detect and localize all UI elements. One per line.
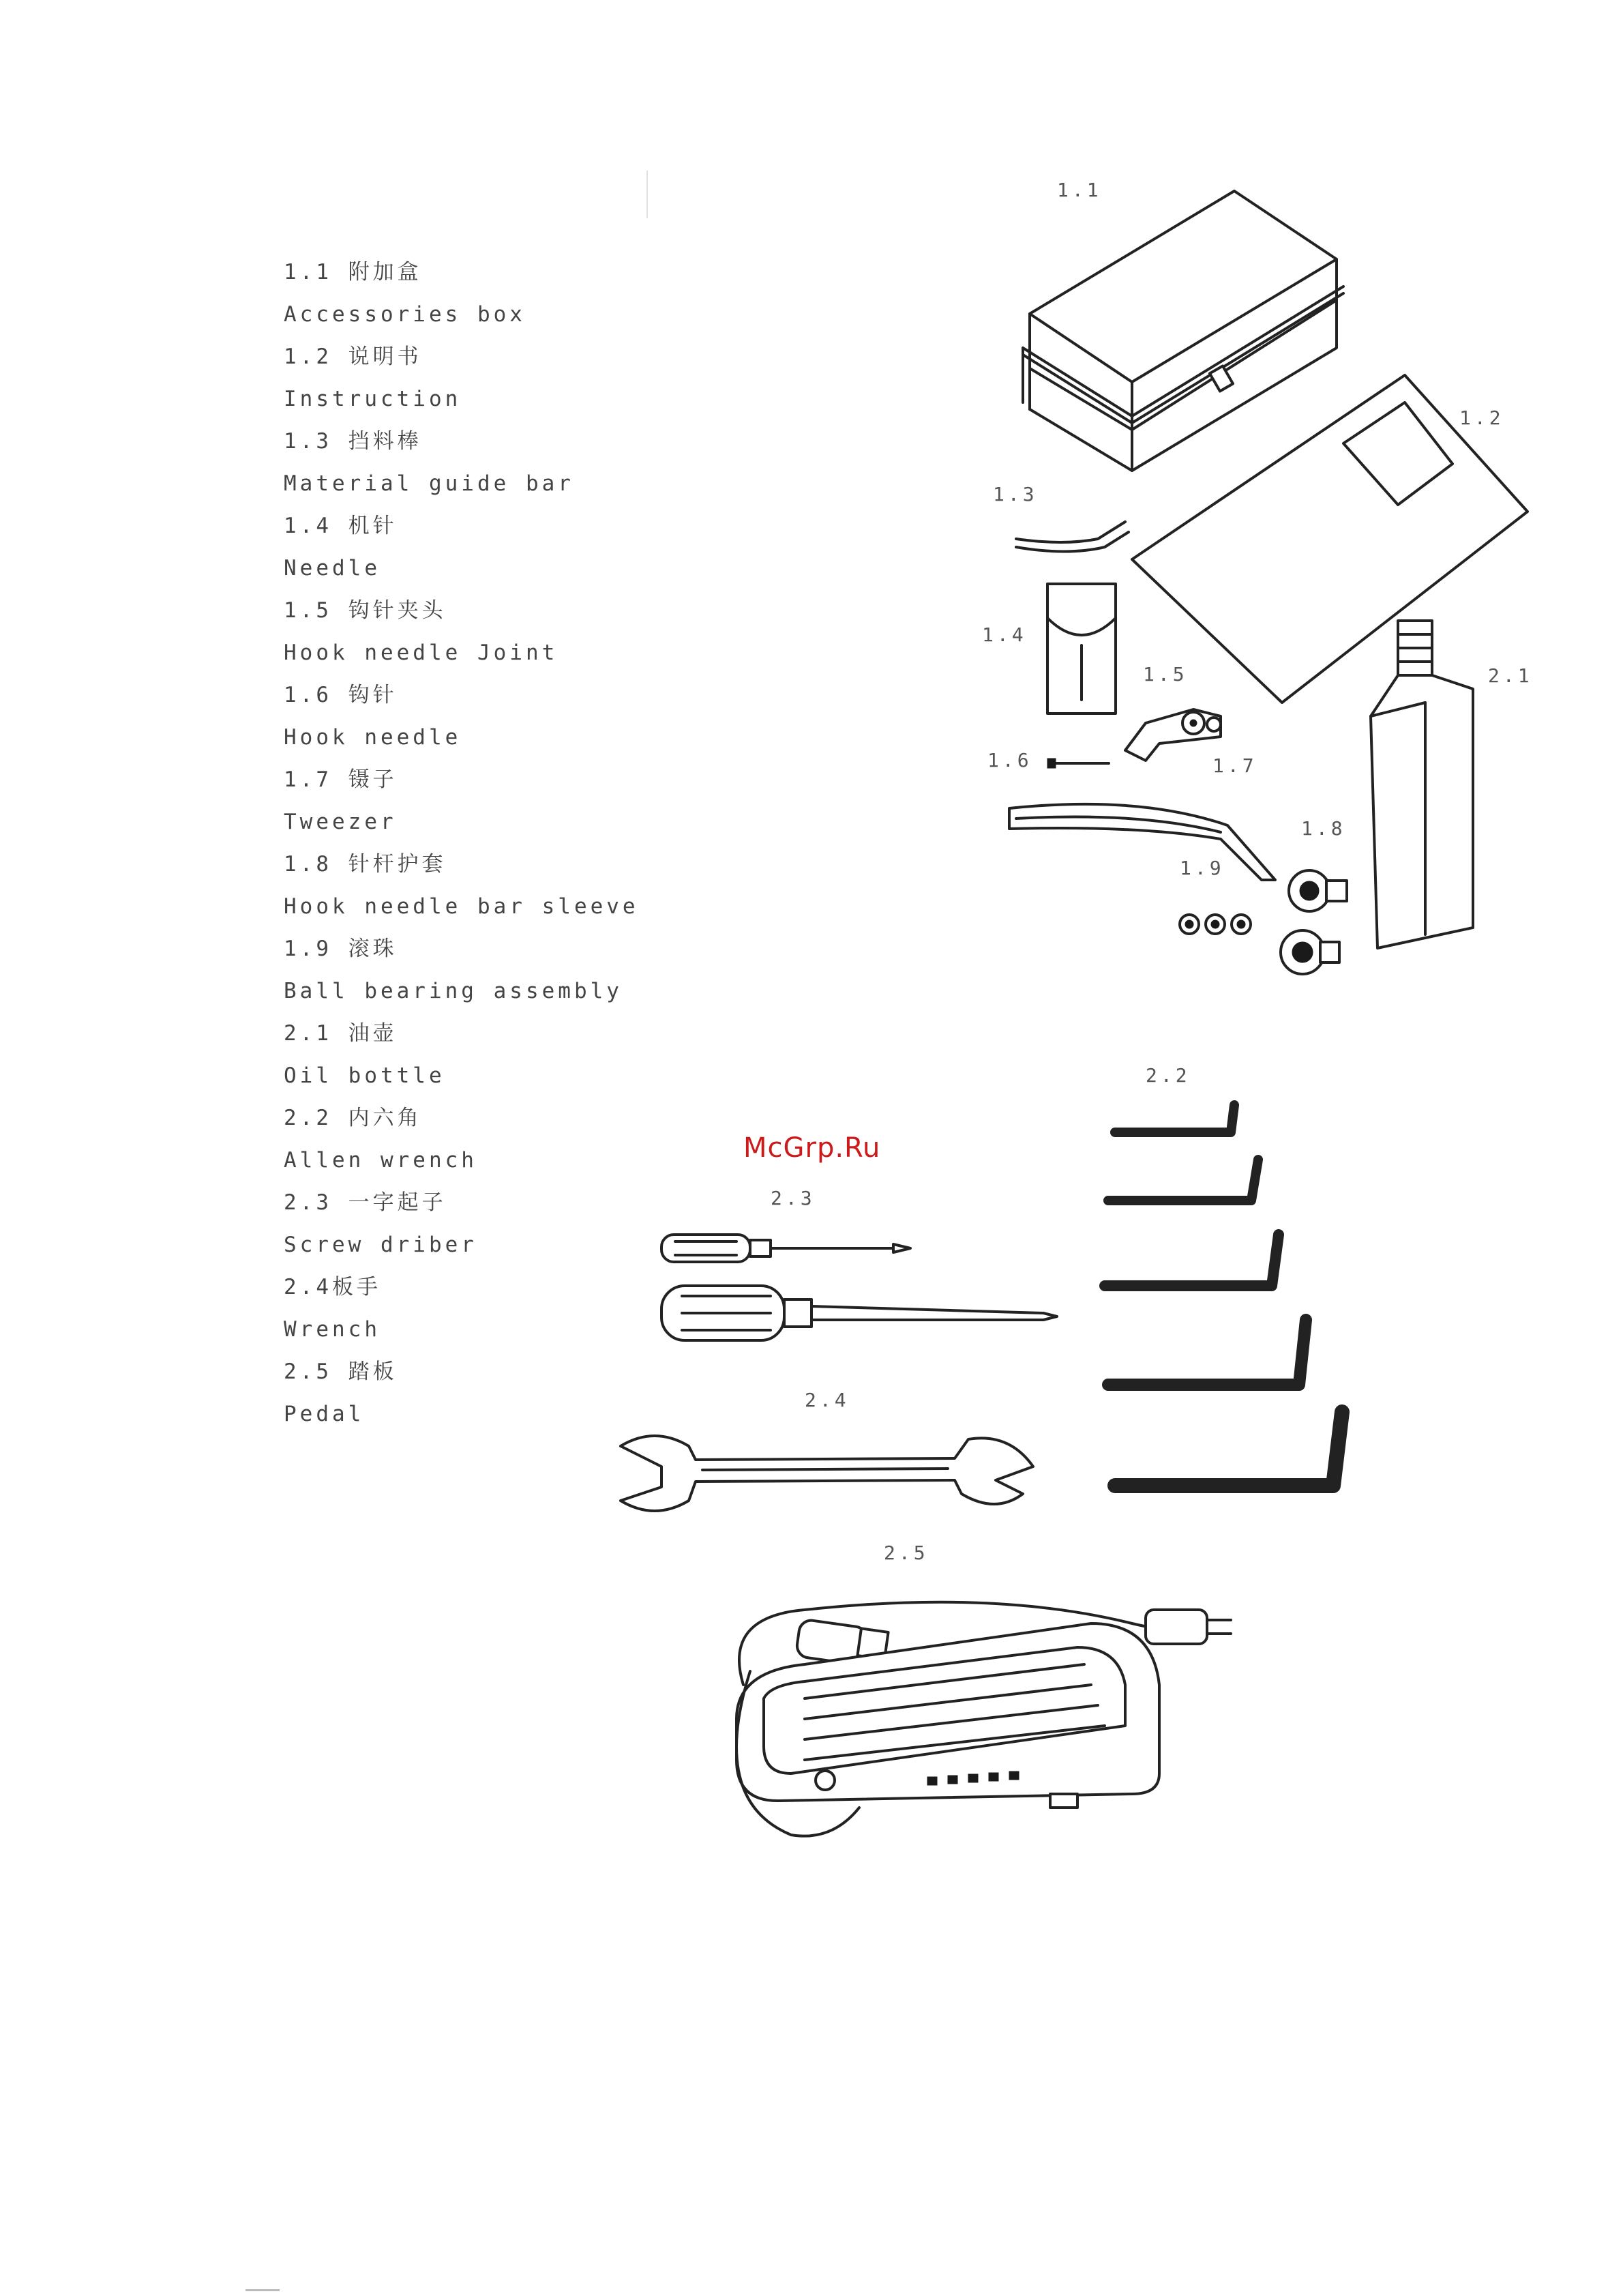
- pedal-illustration: [723, 1596, 1241, 1862]
- watermark: McGrp.Ru: [743, 1132, 881, 1164]
- label-box: 1.1: [1057, 179, 1102, 201]
- part-1-2-en: Instruction: [284, 387, 462, 411]
- part-2-5-en: Pedal: [284, 1402, 365, 1426]
- part-2-4-zh: 2.4板手: [284, 1275, 381, 1299]
- part-1-1-zh: 1.1 附加盒: [284, 260, 422, 284]
- part-1-5-en: Hook needle Joint: [284, 641, 559, 665]
- part-2-4-en: Wrench: [284, 1317, 381, 1342]
- wrench-illustration: [614, 1426, 1037, 1521]
- label-guide-bar: 1.3: [993, 483, 1038, 505]
- part-1-2-zh: 1.2 说明书: [284, 344, 422, 369]
- part-1-8-en: Hook needle bar sleeve: [284, 894, 639, 919]
- label-oil-bottle: 2.1: [1488, 664, 1533, 687]
- ball-bearings-illustration: [1177, 907, 1259, 941]
- part-1-7-zh: 1.7 镊子: [284, 767, 398, 792]
- part-1-7-en: Tweezer: [284, 810, 397, 834]
- label-tweezer: 1.7: [1212, 754, 1257, 777]
- part-2-1-en: Oil bottle: [284, 1063, 445, 1088]
- label-bearings: 1.9: [1180, 857, 1225, 879]
- part-1-8-zh: 1.8 针杆护套: [284, 852, 447, 877]
- tweezer-illustration: [1002, 791, 1289, 887]
- label-hook-needle: 1.6: [987, 749, 1032, 771]
- needle-bar-sleeve-illustration: [1268, 864, 1364, 986]
- label-screwdriver: 2.3: [771, 1187, 816, 1209]
- part-2-2-en: Allen wrench: [284, 1148, 477, 1173]
- needle-packet-illustration: [1041, 577, 1122, 720]
- bottom-mark: [245, 2289, 280, 2291]
- part-1-3-en: Material guide bar: [284, 471, 574, 496]
- part-2-2-zh: 2.2 内六角: [284, 1106, 422, 1130]
- hook-needle-illustration: [1047, 753, 1116, 774]
- label-joint: 1.5: [1143, 663, 1188, 686]
- label-needle: 1.4: [982, 623, 1027, 646]
- part-2-5-zh: 2.5 踏板: [284, 1359, 398, 1384]
- part-1-1-en: Accessories box: [284, 302, 526, 327]
- part-1-9-zh: 1.9 滚珠: [284, 937, 398, 961]
- guide-bar-illustration: [1009, 518, 1132, 566]
- divider-mark: [646, 171, 648, 218]
- part-1-3-zh: 1.3 挡料棒: [284, 429, 422, 454]
- label-wrench: 2.4: [805, 1389, 850, 1411]
- label-manual: 1.2: [1459, 407, 1504, 429]
- parts-list: [284, 251, 638, 1435]
- screwdrivers-illustration: [655, 1228, 1064, 1351]
- part-1-6-zh: 1.6 钩针: [284, 683, 398, 707]
- part-1-9-en: Ball bearing assembly: [284, 979, 623, 1003]
- part-1-4-en: Needle: [284, 556, 381, 580]
- part-2-1-zh: 2.1 油壶: [284, 1021, 398, 1046]
- label-pedal: 2.5: [884, 1542, 929, 1564]
- hook-joint-illustration: [1118, 689, 1227, 764]
- part-1-5-zh: 1.5 钩针夹头: [284, 598, 447, 623]
- label-allen: 2.2: [1146, 1064, 1191, 1087]
- oil-bottle-illustration: [1357, 614, 1487, 955]
- allen-wrenches-illustration: [1091, 1091, 1364, 1514]
- part-2-3-zh: 2.3 一字起子: [284, 1190, 447, 1215]
- part-2-3-en: Screw driber: [284, 1233, 477, 1257]
- label-sleeve: 1.8: [1301, 817, 1346, 840]
- part-1-4-zh: 1.4 机针: [284, 514, 398, 538]
- part-1-6-en: Hook needle: [284, 725, 462, 750]
